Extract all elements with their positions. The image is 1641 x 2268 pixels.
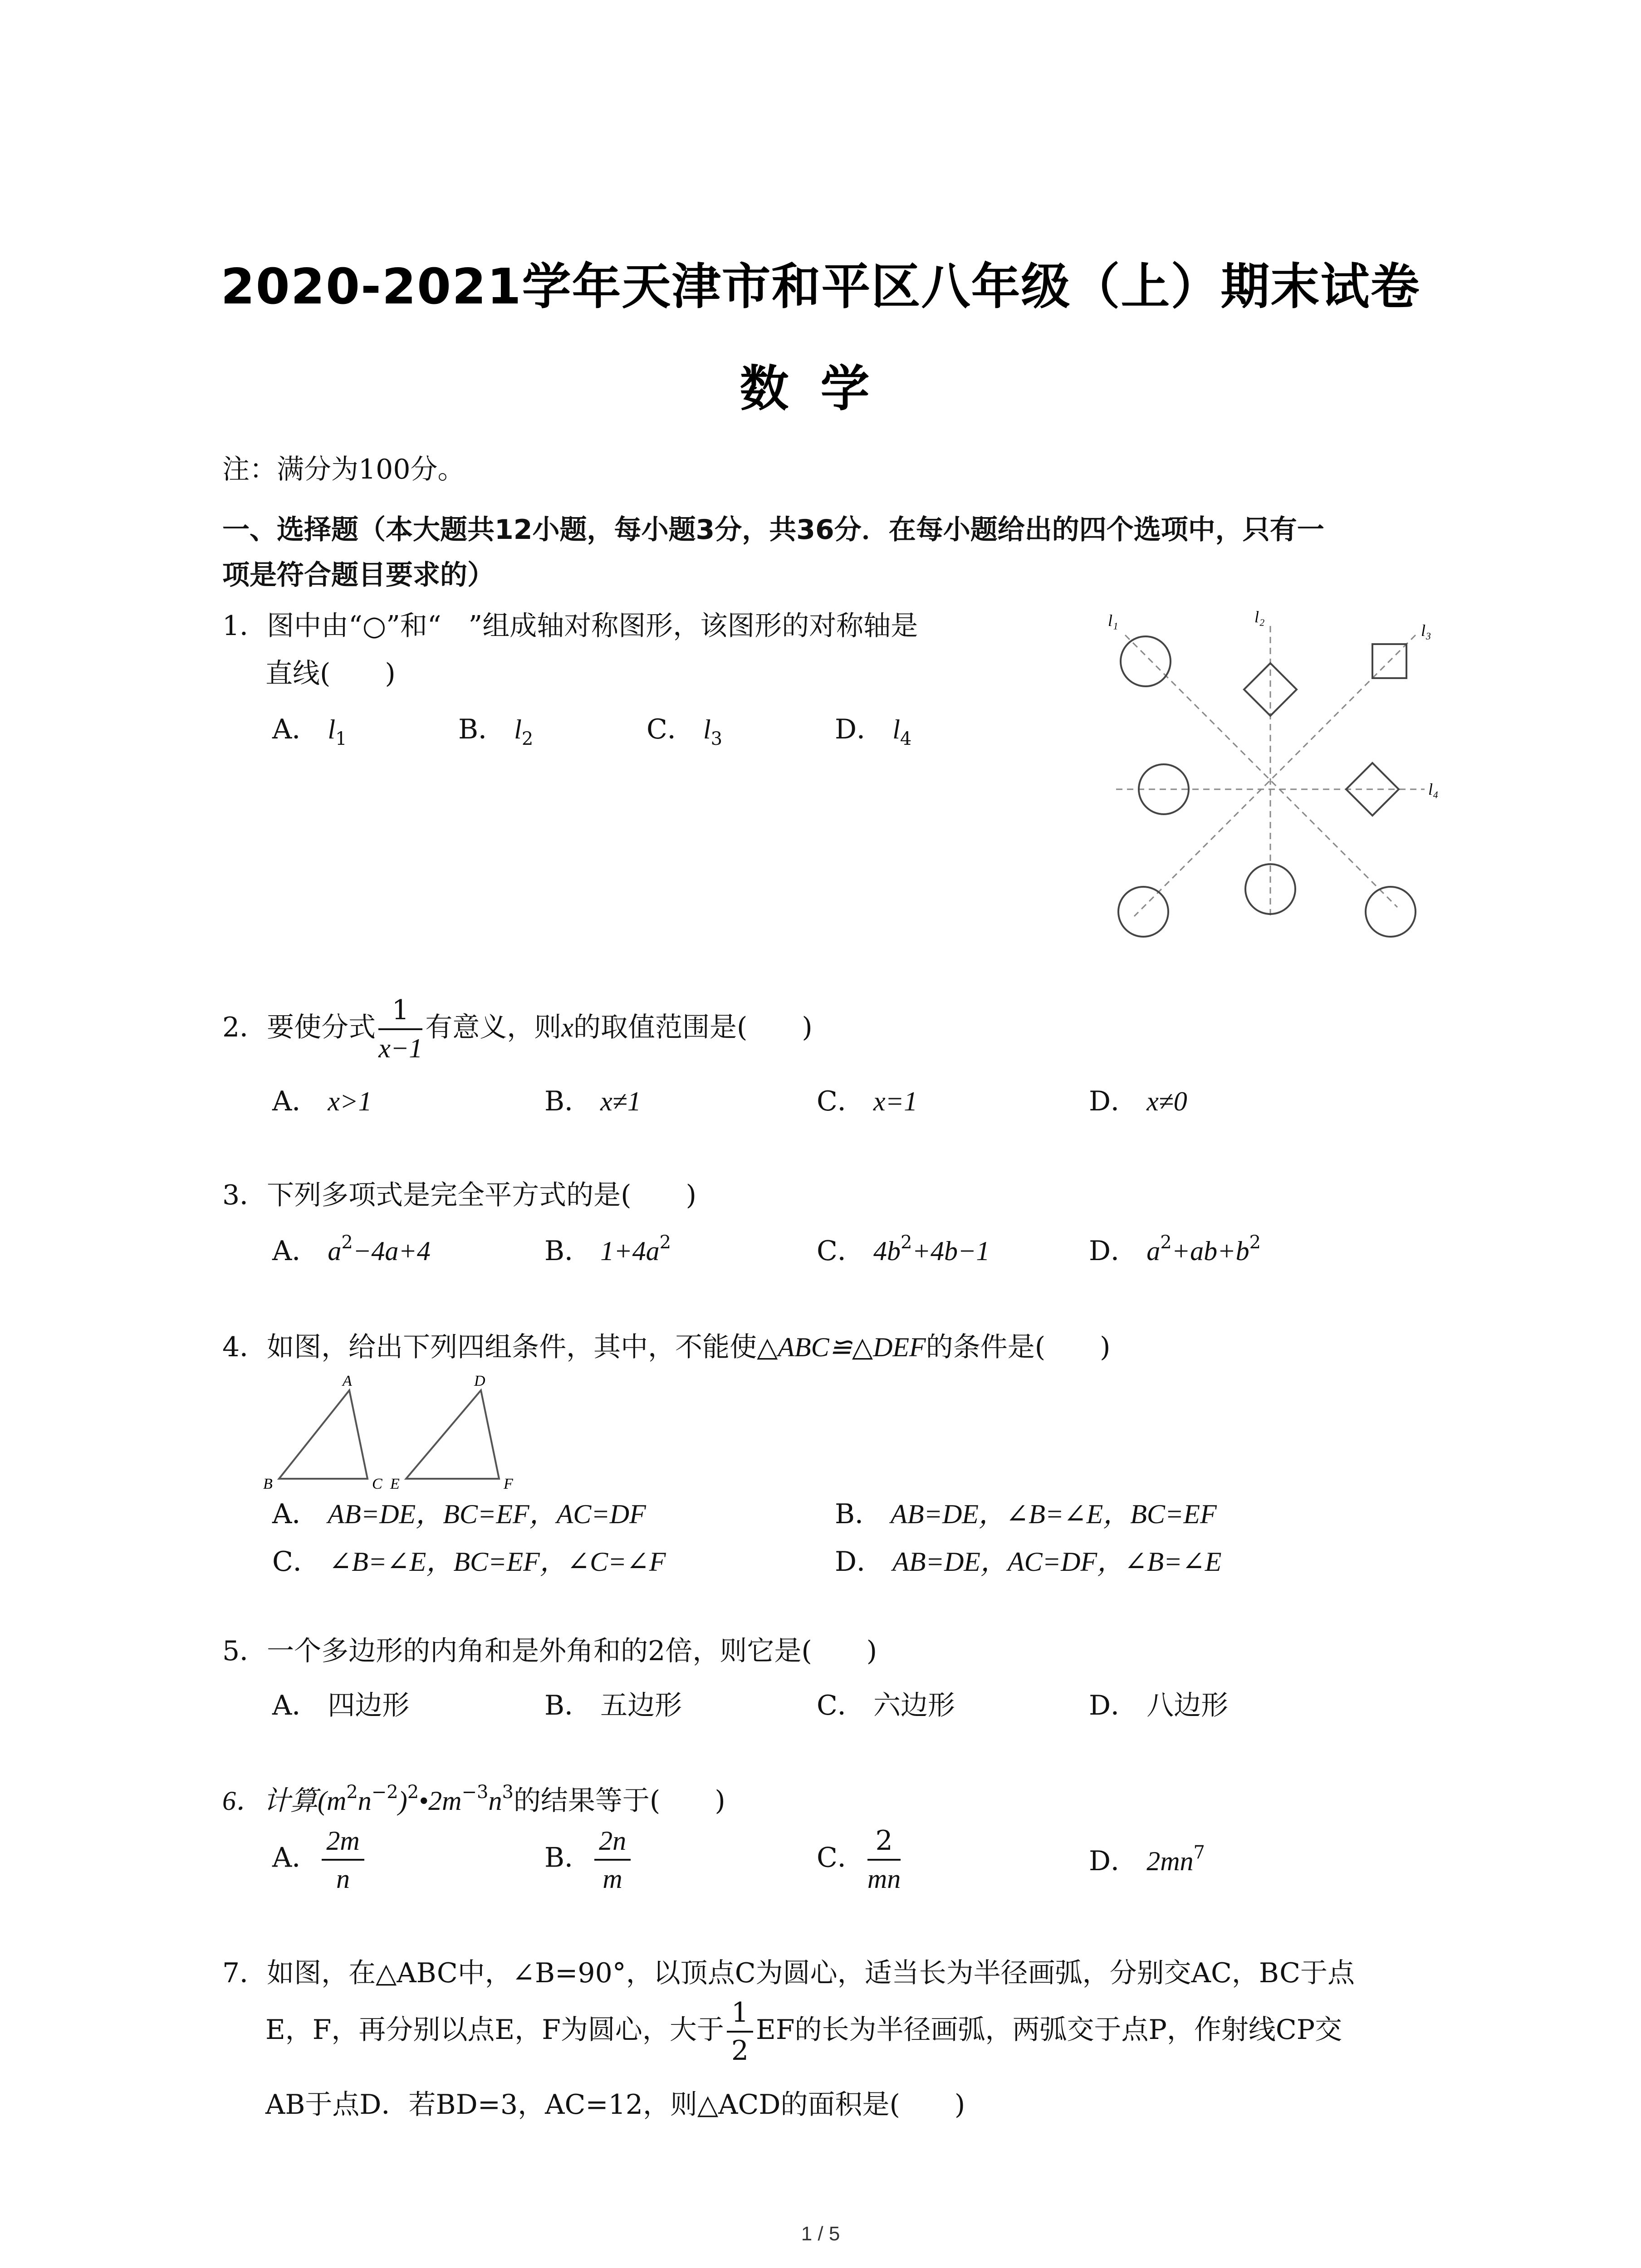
fig-label-d: D [474,1373,485,1389]
question-6-text: 6．计算$(m^2n^{-2})^2•2m^{-3}n^3$的结果等于( ) [222,1782,725,1817]
triangle-def [406,1390,499,1479]
question-7-text-cont2: AB于点D．若BD=3，AC=12，则△ACD的面积是( ) [265,2089,965,2121]
q3-option-b[interactable]: B． $1+4a^2$ [544,1232,671,1267]
q5-option-a[interactable]: A． 四边形 [272,1690,410,1721]
fig-label-e: E [390,1476,400,1492]
fig-label-c: C [372,1476,382,1492]
question-1-text-cont: 直线( ) [265,658,396,689]
q5-option-c[interactable]: C． 六边形 [817,1690,955,1721]
question-1-text: 1．图中由“○”和“ ”组成轴对称图形，该图形的对称轴是 [222,610,918,642]
circle-shape [1121,636,1171,686]
q3-option-d[interactable]: D． $a^2+ab+b^2$ [1089,1232,1261,1267]
q3-option-a[interactable]: A． $a^2-4a+4$ [272,1232,431,1267]
q2-option-c[interactable]: C． x=1 [817,1085,918,1117]
section-heading: 一、选择题（本大题共12小题，每小题3分，共36分．在每小题给出的四个选项中，只有一 [222,514,1324,546]
question-7-text: 7．如图，在△ABC中，∠B=90°，以顶点C为圆心，适当长为半径画弧，分别交AC，BC于点 [222,1957,1355,1989]
q4-option-a[interactable]: A． AB=DE，BC=EF，AC=DF [272,1498,646,1530]
q4-option-d[interactable]: D． AB=DE，AC=DF，∠B=∠E [835,1546,1222,1578]
fig-label-a: A [343,1373,352,1389]
question-5-text: 5．一个多边形的内角和是外角和的2倍，则它是( ) [222,1635,877,1667]
q2-option-d[interactable]: D． x≠0 [1089,1085,1187,1117]
subject-title: 数学 [740,361,901,417]
q4-triangles-figure [259,1370,540,1492]
question-4-text: 4．如图，给出下列四组条件，其中，不能使△ABC≌△DEF的条件是( ) [222,1331,1111,1363]
q1-option-d[interactable]: D． $l_4$ [835,714,912,749]
page-title: 2020-2021学年天津市和平区八年级（上）期末试卷 [220,259,1421,315]
q6-option-c[interactable]: C． $\frac{2}{mn}$ [817,1823,903,1897]
q1-option-c[interactable]: C． $l_3$ [647,714,723,749]
q2-option-a[interactable]: A． x>1 [272,1085,372,1117]
fig-label-l4: l₄ [1428,780,1439,798]
q5-option-d[interactable]: D． 八边形 [1089,1690,1229,1721]
section-heading-cont: 项是符合题目要求的） [222,559,495,591]
fig-label-f: F [504,1476,513,1492]
circle-shape [1118,887,1168,937]
page-number: 1 / 5 [801,2223,840,2245]
fig-label-l3: l₃ [1421,621,1431,640]
q1-option-b[interactable]: B． $l_2$ [458,714,534,749]
q6-option-b[interactable]: B． $\frac{2n}{m}$ [544,1823,633,1897]
q5-option-b[interactable]: B． 五边形 [544,1690,682,1721]
q3-option-c[interactable]: C． $4b^2+4b-1$ [817,1232,990,1267]
question-2-text: 2．要使分式 $\frac{1}{x-1}$ 有意义，则x的取值范围是( ) [222,989,813,1066]
question-3-text: 3．下列多项式是完全平方式的是( ) [222,1179,696,1211]
q4-option-b[interactable]: B． AB=DE，∠B=∠E，BC=EF [835,1498,1217,1530]
fig-label-l1: l₁ [1108,611,1118,630]
fig-label-b: B [263,1476,273,1492]
question-7-text-cont: E，F，再分别以点E，F为圆心，大于 $\frac{1}{2}$ EF的长为半径画弧，两弧交于点P，作射线CP交 [265,1991,1342,2069]
circle-shape [1366,887,1416,937]
score-note: 注：满分为100分。 [222,454,465,485]
q6-option-a[interactable]: A． $\frac{2m}{n}$ [272,1823,367,1897]
q2-option-b[interactable]: B． x≠1 [544,1085,641,1117]
triangle-abc [279,1390,367,1479]
q1-option-a[interactable]: A． $l_1$ [272,714,347,749]
q4-option-c[interactable]: C． ∠B=∠E，BC=EF，∠C=∠F [272,1546,666,1578]
q6-option-d[interactable]: D． $2mn^7$ [1089,1842,1205,1877]
fig-label-l2: l₂ [1254,608,1265,626]
q1-symmetry-figure [1098,608,1452,943]
